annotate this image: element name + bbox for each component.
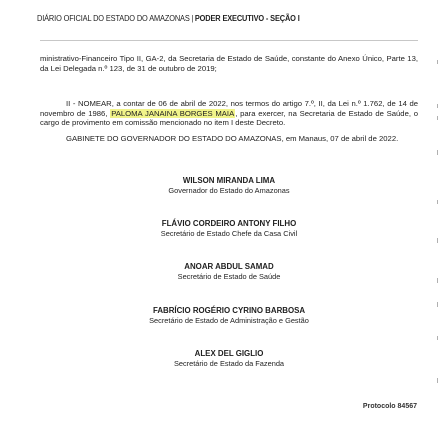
- margin-tick: [437, 278, 438, 283]
- nomination-text: II - NOMEAR, a contar de 06 de abril de 2022, nos termos do artigo 7.º, II, da Lei n.º 1.762, de 14 de novembro de 1986,: [40, 99, 418, 118]
- adjacent-column-edge: [433, 0, 441, 430]
- journal-title: DIÁRIO OFICIAL DO ESTADO DO AMAZONAS: [37, 13, 190, 23]
- page-header: [37, 13, 300, 23]
- section-title: PODER EXECUTIVO - SEÇÃO I: [194, 13, 300, 23]
- paragraph-nomination: [40, 99, 418, 128]
- protocol-number: Protocolo 84567: [362, 403, 417, 410]
- header-divider: [40, 40, 418, 41]
- signatory-name: WILSON MIRANDA LIMA: [182, 176, 276, 185]
- signatory-name: ALEX DEL GIGLIO: [194, 349, 264, 358]
- nomination-text-end: , para exercer, na Secretaria de Estado de Saúde, o cargo de provimento em comissão mencionado no item I deste Decreto.: [40, 108, 418, 128]
- signatory-role: Secretário de Estado da Fazenda: [173, 359, 285, 368]
- margin-tick: [437, 60, 438, 64]
- signatory-role: Secretário de Estado Chefe da Casa Civil: [160, 229, 298, 238]
- signatory-role: Governador do Estado do Amazonas: [168, 186, 290, 195]
- signature-block: [40, 219, 418, 239]
- margin-tick: [437, 104, 438, 108]
- margin-tick: [437, 200, 438, 204]
- signature-block: [40, 262, 418, 282]
- signatory-name: FABRÍCIO ROGÉRIO CYRINO BARBOSA: [152, 306, 306, 315]
- paragraph-closing: GABINETE DO GOVERNADOR DO ESTADO DO AMAZONAS, em Manaus, 07 de abril de 2022.: [66, 134, 399, 143]
- signatory-role: Secretário de Estado de Saúde: [177, 272, 281, 281]
- signature-block: [40, 349, 418, 369]
- signature-block: [40, 306, 418, 326]
- margin-tick: [437, 238, 438, 243]
- margin-tick: [437, 378, 438, 383]
- signature-block: [40, 176, 418, 196]
- header-separator: |: [191, 13, 194, 23]
- signatory-role: Secretário de Estado de Administração e Gestão: [149, 316, 309, 325]
- highlighted-name: PALOMA JANAINA BORGES MAIA: [111, 108, 235, 118]
- margin-tick: [437, 336, 438, 340]
- signatory-name: ANOAR ABDUL SAMAD: [184, 262, 274, 271]
- margin-tick: [437, 150, 438, 155]
- signatory-name: FLÁVIO CORDEIRO ANTONY FILHO: [161, 219, 297, 228]
- margin-tick: [437, 116, 438, 120]
- paragraph-continuation: ministrativo-Financeiro Tipo II, GA-2, da Secretaria de Estado de Saúde, constante do Anexo Único, Parte 13, da Lei Delegada n.º 123, de 31 de outubro de 2019;: [40, 54, 418, 73]
- margin-tick: [437, 302, 438, 307]
